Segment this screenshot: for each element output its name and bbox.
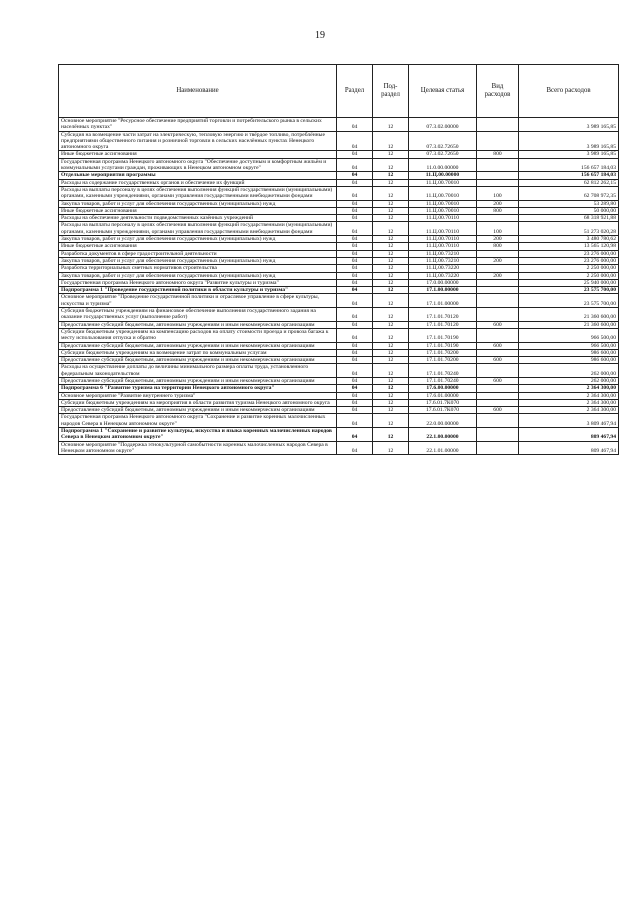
row-total-cell: 25 940 000,00	[519, 279, 619, 286]
column-header-section: Раздел	[337, 65, 373, 118]
row-kind-cell	[477, 428, 519, 442]
table-row	[59, 287, 619, 294]
row-subsection-cell: 12	[373, 236, 409, 243]
row-target-cell: 17.1.01.00000	[409, 294, 477, 308]
row-total-cell: 13 565 120,98	[519, 243, 619, 250]
table-row	[59, 349, 619, 356]
row-name-cell: Государственная программа Ненецкого автономного округа "Обеспечение доступным и комфортным жильём и коммунальными услугами граждан, проживающих в Ненецком автономном округе"	[59, 158, 337, 172]
row-name-cell: Подпрограмма 1 "Проведение государственной политики в области культуры и туризма"	[59, 287, 337, 294]
table-row	[59, 399, 619, 406]
row-kind-cell	[477, 179, 519, 186]
row-section-cell: 04	[337, 265, 373, 272]
row-section-cell: 04	[337, 385, 373, 392]
row-kind-cell	[477, 250, 519, 257]
budget-table	[58, 64, 619, 455]
row-section-cell: 04	[337, 186, 373, 200]
row-kind-cell	[477, 364, 519, 378]
table-row	[59, 428, 619, 442]
row-kind-cell: 200	[477, 200, 519, 207]
row-section-cell: 04	[337, 151, 373, 158]
row-section-cell: 04	[337, 236, 373, 243]
row-section-cell: 04	[337, 215, 373, 222]
table-row	[59, 272, 619, 279]
row-section-cell: 04	[337, 328, 373, 342]
row-target-cell: 11.Ц.00.00000	[409, 172, 477, 179]
row-kind-cell: 200	[477, 236, 519, 243]
row-total-cell: 23 575 700,00	[519, 287, 619, 294]
row-total-cell: 986 600,00	[519, 349, 619, 356]
row-subsection-cell: 12	[373, 207, 409, 214]
row-section-cell: 04	[337, 257, 373, 264]
row-kind-cell: 800	[477, 207, 519, 214]
row-name-cell: Государственная программа Ненецкого автономного округа "Сохранение и развитие коренных малочисленных народов Севера в Ненецком автономном округе"	[59, 414, 337, 428]
row-name-cell: Основное мероприятие "Проведение государственной политики и отраслевое управление в сфере культуры, искусства и туризма"	[59, 294, 337, 308]
row-total-cell: 2 364 300,00	[519, 407, 619, 414]
row-total-cell: 68 318 921,88	[519, 215, 619, 222]
row-kind-cell: 800	[477, 151, 519, 158]
row-total-cell: 809 467,94	[519, 428, 619, 442]
row-name-cell: Расходы на содержание государственных органов и обеспечение их функций	[59, 179, 337, 186]
table-row	[59, 131, 619, 151]
row-kind-cell	[477, 399, 519, 406]
row-name-cell: Подпрограмма 6 "Развитие туризма на территории Ненецкого автономного округа"	[59, 385, 337, 392]
row-total-cell: 23 276 000,00	[519, 250, 619, 257]
row-total-cell: 2 250 000,00	[519, 265, 619, 272]
table-row	[59, 441, 619, 455]
row-target-cell: 11.Ц.00.70010	[409, 179, 477, 186]
row-total-cell: 21 360 600,00	[519, 321, 619, 328]
row-subsection-cell: 12	[373, 428, 409, 442]
row-target-cell: 07.3.02.72650	[409, 131, 477, 151]
row-target-cell: 11.Ц.00.70010	[409, 200, 477, 207]
row-section-cell: 04	[337, 243, 373, 250]
table-row	[59, 151, 619, 158]
table-row	[59, 328, 619, 342]
row-subsection-cell: 12	[373, 158, 409, 172]
table-row	[59, 294, 619, 308]
row-target-cell: 11.Ц.00.73220	[409, 265, 477, 272]
row-total-cell: 50 000,00	[519, 207, 619, 214]
table-row	[59, 200, 619, 207]
row-target-cell: 17.1.00.00000	[409, 287, 477, 294]
row-target-cell: 11.Ц.00.73220	[409, 272, 477, 279]
row-subsection-cell: 12	[373, 414, 409, 428]
column-header-name: Наименование	[59, 65, 337, 118]
row-name-cell: Предоставление субсидий бюджетным, автономным учреждениям и иным некоммерческим организациям	[59, 321, 337, 328]
column-header-target: Целевая статья	[409, 65, 477, 118]
table-row	[59, 385, 619, 392]
table-row	[59, 236, 619, 243]
row-kind-cell: 600	[477, 357, 519, 364]
row-name-cell: Расходы на выплаты персоналу в целях обеспечения выполнения функций государственными (муниципальными) органами, казенными учреждениями, органами управления государственными внебюджетными фондами	[59, 222, 337, 236]
row-kind-cell: 600	[477, 407, 519, 414]
row-total-cell: 23 276 000,00	[519, 257, 619, 264]
row-target-cell: 17.1.01.70120	[409, 321, 477, 328]
row-section-cell: 04	[337, 287, 373, 294]
row-subsection-cell: 12	[373, 265, 409, 272]
table-header-row	[59, 65, 619, 118]
table-row	[59, 279, 619, 286]
row-target-cell: 17.1.01.70200	[409, 357, 477, 364]
row-total-cell: 53 289,80	[519, 200, 619, 207]
row-name-cell: Иные бюджетные ассигнования	[59, 243, 337, 250]
row-section-cell: 04	[337, 118, 373, 132]
row-subsection-cell: 12	[373, 294, 409, 308]
row-total-cell: 23 575 700,00	[519, 294, 619, 308]
row-name-cell: Предоставление субсидий бюджетным, автономным учреждениям и иным некоммерческим организациям	[59, 357, 337, 364]
row-section-cell: 04	[337, 279, 373, 286]
table-row	[59, 414, 619, 428]
row-section-cell: 04	[337, 357, 373, 364]
row-target-cell: 11.Ц.00.70110	[409, 215, 477, 222]
row-total-cell: 156 657 184,03	[519, 172, 619, 179]
row-target-cell: 17.6.01.7К070	[409, 399, 477, 406]
row-section-cell: 04	[337, 392, 373, 399]
row-subsection-cell: 12	[373, 186, 409, 200]
row-target-cell: 22.1.00.00000	[409, 428, 477, 442]
row-target-cell: 07.3.02.00000	[409, 118, 477, 132]
row-subsection-cell: 12	[373, 131, 409, 151]
row-section-cell: 04	[337, 377, 373, 384]
row-target-cell: 07.3.02.72650	[409, 151, 477, 158]
row-subsection-cell: 12	[373, 364, 409, 378]
row-subsection-cell: 12	[373, 342, 409, 349]
row-target-cell: 11.Ц.00.73210	[409, 257, 477, 264]
row-kind-cell	[477, 287, 519, 294]
table-row	[59, 118, 619, 132]
row-name-cell: Разработка территориальных сметных нормативов строительства	[59, 265, 337, 272]
row-subsection-cell: 12	[373, 172, 409, 179]
row-total-cell: 966 500,00	[519, 342, 619, 349]
row-section-cell: 04	[337, 131, 373, 151]
row-section-cell: 04	[337, 414, 373, 428]
row-kind-cell	[477, 294, 519, 308]
row-target-cell: 11.Ц.00.70010	[409, 207, 477, 214]
row-section-cell: 04	[337, 349, 373, 356]
row-total-cell: 2 364 300,00	[519, 392, 619, 399]
row-kind-cell	[477, 349, 519, 356]
row-subsection-cell: 12	[373, 308, 409, 322]
row-name-cell: Закупка товаров, работ и услуг для обеспечения государственных (муниципальных) нужд	[59, 236, 337, 243]
row-subsection-cell: 12	[373, 215, 409, 222]
row-target-cell: 17.1.01.70190	[409, 342, 477, 349]
column-header-subsection: Под-раздел	[373, 65, 409, 118]
row-target-cell: 22.1.01.00000	[409, 441, 477, 455]
row-name-cell: Закупка товаров, работ и услуг для обеспечения государственных (муниципальных) нужд	[59, 200, 337, 207]
row-subsection-cell: 12	[373, 118, 409, 132]
row-target-cell: 17.6.00.00000	[409, 385, 477, 392]
row-kind-cell: 600	[477, 321, 519, 328]
row-target-cell: 17.1.01.70240	[409, 364, 477, 378]
row-name-cell: Субсидия на возмещение части затрат на электрическую, тепловую энергию и твёрдое топливо, потреблённые предприятиями общественного питания и розничной торговли в сельских населённых пунктах Ненецкого автономного округа	[59, 131, 337, 151]
row-total-cell: 62 708 972,35	[519, 186, 619, 200]
row-target-cell: 17.1.01.70120	[409, 308, 477, 322]
row-kind-cell	[477, 265, 519, 272]
row-subsection-cell: 12	[373, 279, 409, 286]
row-kind-cell: 200	[477, 257, 519, 264]
row-kind-cell: 600	[477, 342, 519, 349]
row-total-cell: 2 364 300,00	[519, 385, 619, 392]
row-target-cell: 11.Ц.00.70010	[409, 186, 477, 200]
row-name-cell: Закупка товаров, работ и услуг для обеспечения государственных (муниципальных) нужд	[59, 257, 337, 264]
row-kind-cell: 800	[477, 243, 519, 250]
row-total-cell: 51 273 020,28	[519, 222, 619, 236]
table-row	[59, 215, 619, 222]
table-row	[59, 250, 619, 257]
row-target-cell: 11.Ц.00.70110	[409, 222, 477, 236]
row-kind-cell: 600	[477, 377, 519, 384]
row-name-cell: Отдельные мероприятия программы	[59, 172, 337, 179]
row-section-cell: 04	[337, 222, 373, 236]
row-subsection-cell: 12	[373, 349, 409, 356]
row-section-cell: 04	[337, 172, 373, 179]
row-subsection-cell: 12	[373, 357, 409, 364]
row-name-cell: Подпрограмма 1 "Сохранение и развитие культуры, искусства и языка коренных малочисленных народов Севера в Ненецком автономном округе"	[59, 428, 337, 442]
row-total-cell: 62 812 262,15	[519, 179, 619, 186]
table-row	[59, 243, 619, 250]
row-subsection-cell: 12	[373, 392, 409, 399]
row-name-cell: Расходы на выплаты персоналу в целях обеспечения выполнения функций государственными (муниципальными) органами, казенными учреждениями, органами управления государственными внебюджетными фондами	[59, 186, 337, 200]
row-name-cell: Иные бюджетные ассигнования	[59, 207, 337, 214]
table-row	[59, 357, 619, 364]
row-total-cell: 262 000,00	[519, 364, 619, 378]
row-subsection-cell: 12	[373, 328, 409, 342]
row-name-cell: Разработка документов в сфере градостроительной деятельности	[59, 250, 337, 257]
row-name-cell: Предоставление субсидий бюджетным, автономным учреждениям и иным некоммерческим организациям	[59, 342, 337, 349]
row-target-cell: 11.Ц.00.70110	[409, 236, 477, 243]
row-target-cell: 17.0.00.00000	[409, 279, 477, 286]
table-row	[59, 308, 619, 322]
row-section-cell: 04	[337, 321, 373, 328]
table-row	[59, 377, 619, 384]
row-name-cell: Расходы на обеспечение деятельности подведомственных казённых учреждений	[59, 215, 337, 222]
row-subsection-cell: 12	[373, 385, 409, 392]
row-section-cell: 04	[337, 294, 373, 308]
row-total-cell: 3 989 165,85	[519, 151, 619, 158]
row-subsection-cell: 12	[373, 321, 409, 328]
row-name-cell: Иные бюджетные ассигнования	[59, 151, 337, 158]
row-kind-cell	[477, 385, 519, 392]
row-name-cell: Предоставление субсидий бюджетным, автономным учреждениям и иным некоммерческим организациям	[59, 407, 337, 414]
row-kind-cell	[477, 441, 519, 455]
row-kind-cell: 200	[477, 272, 519, 279]
row-section-cell: 04	[337, 207, 373, 214]
row-kind-cell: 100	[477, 186, 519, 200]
row-name-cell: Закупка товаров, работ и услуг для обеспечения государственных (муниципальных) нужд	[59, 272, 337, 279]
row-total-cell: 156 657 184,03	[519, 158, 619, 172]
row-section-cell: 04	[337, 364, 373, 378]
row-subsection-cell: 12	[373, 243, 409, 250]
row-section-cell: 04	[337, 399, 373, 406]
table-body	[59, 118, 619, 455]
row-kind-cell	[477, 215, 519, 222]
row-subsection-cell: 12	[373, 257, 409, 264]
table-row	[59, 392, 619, 399]
row-total-cell: 2 364 300,00	[519, 399, 619, 406]
table-row	[59, 186, 619, 200]
row-name-cell: Предоставление субсидий бюджетным, автономным учреждениям и иным некоммерческим организациям	[59, 377, 337, 384]
row-name-cell: Субсидии бюджетным учреждениям на возмещение затрат по коммунальным услугам	[59, 349, 337, 356]
table-row	[59, 407, 619, 414]
table-row	[59, 172, 619, 179]
table-row	[59, 265, 619, 272]
row-target-cell: 11.Ц.00.73210	[409, 250, 477, 257]
row-target-cell: 22.0.00.00000	[409, 414, 477, 428]
row-subsection-cell: 12	[373, 441, 409, 455]
row-section-cell: 04	[337, 428, 373, 442]
table-row	[59, 321, 619, 328]
row-section-cell: 04	[337, 250, 373, 257]
row-subsection-cell: 12	[373, 377, 409, 384]
row-subsection-cell: 12	[373, 222, 409, 236]
row-total-cell: 809 467,94	[519, 441, 619, 455]
table-row	[59, 207, 619, 214]
row-target-cell: 17.6.01.00000	[409, 392, 477, 399]
table-row	[59, 222, 619, 236]
row-total-cell: 966 500,00	[519, 328, 619, 342]
row-kind-cell	[477, 118, 519, 132]
row-total-cell: 262 000,00	[519, 377, 619, 384]
row-subsection-cell: 12	[373, 399, 409, 406]
row-section-cell: 04	[337, 441, 373, 455]
row-total-cell: 986 600,00	[519, 357, 619, 364]
row-kind-cell	[477, 414, 519, 428]
table-row	[59, 364, 619, 378]
row-section-cell: 04	[337, 308, 373, 322]
row-target-cell: 17.1.01.70190	[409, 328, 477, 342]
row-name-cell: Расходы на осуществление доплаты до величины минимального размера оплаты труда, установленного федеральным законодательством	[59, 364, 337, 378]
row-subsection-cell: 12	[373, 407, 409, 414]
row-total-cell: 3 480 780,62	[519, 236, 619, 243]
row-kind-cell	[477, 172, 519, 179]
row-name-cell: Основное мероприятие "Развитие внутреннего туризма"	[59, 392, 337, 399]
row-target-cell: 11.0.00.00000	[409, 158, 477, 172]
row-name-cell: Основное мероприятие "Поддержка этнокультурной самобытности коренных малочисленных народов Севера в Ненецком автономном округе"	[59, 441, 337, 455]
row-total-cell: 2 250 000,00	[519, 272, 619, 279]
row-total-cell: 3 809 467,94	[519, 414, 619, 428]
row-total-cell: 21 360 600,00	[519, 308, 619, 322]
row-kind-cell	[477, 392, 519, 399]
row-kind-cell	[477, 131, 519, 151]
row-subsection-cell: 12	[373, 200, 409, 207]
row-section-cell: 04	[337, 407, 373, 414]
page-number: 19	[315, 30, 325, 41]
column-header-kind: Вид расходов	[477, 65, 519, 118]
table-row	[59, 158, 619, 172]
row-subsection-cell: 12	[373, 151, 409, 158]
row-section-cell: 04	[337, 200, 373, 207]
row-name-cell: Субсидия бюджетным учреждениям на финансовое обеспечение выполнения государственного задания на оказание государственных услуг (выполнение работ)	[59, 308, 337, 322]
row-section-cell: 04	[337, 179, 373, 186]
row-kind-cell	[477, 308, 519, 322]
row-target-cell: 17.1.01.70240	[409, 377, 477, 384]
row-kind-cell	[477, 328, 519, 342]
row-section-cell: 04	[337, 342, 373, 349]
column-header-total: Всего расходов	[519, 65, 619, 118]
table-row	[59, 342, 619, 349]
row-section-cell: 04	[337, 158, 373, 172]
table-row	[59, 257, 619, 264]
row-subsection-cell: 12	[373, 287, 409, 294]
row-kind-cell	[477, 279, 519, 286]
row-target-cell: 17.6.01.7К070	[409, 407, 477, 414]
row-kind-cell: 100	[477, 222, 519, 236]
row-total-cell: 3 989 165,85	[519, 131, 619, 151]
row-section-cell: 04	[337, 272, 373, 279]
row-kind-cell	[477, 158, 519, 172]
row-name-cell: Субсидии бюджетным учреждениям на компенсацию расходов на оплату стоимости проезда и провоза багажа к месту использования отпуска и обратно	[59, 328, 337, 342]
row-total-cell: 3 989 165,85	[519, 118, 619, 132]
row-target-cell: 17.1.01.70200	[409, 349, 477, 356]
table-row	[59, 179, 619, 186]
row-subsection-cell: 12	[373, 250, 409, 257]
row-name-cell: Субсидии бюджетным учреждениям на мероприятия в области развития туризма Ненецкого автономного округа	[59, 399, 337, 406]
row-subsection-cell: 12	[373, 272, 409, 279]
row-name-cell: Государственная программа Ненецкого автономного округа "Развитие культуры и туризма"	[59, 279, 337, 286]
row-subsection-cell: 12	[373, 179, 409, 186]
row-name-cell: Основное мероприятие "Ресурсное обеспечение предприятий торговли и потребительского рынка в сельских населённых пунктах"	[59, 118, 337, 132]
row-target-cell: 11.Ц.00.70110	[409, 243, 477, 250]
